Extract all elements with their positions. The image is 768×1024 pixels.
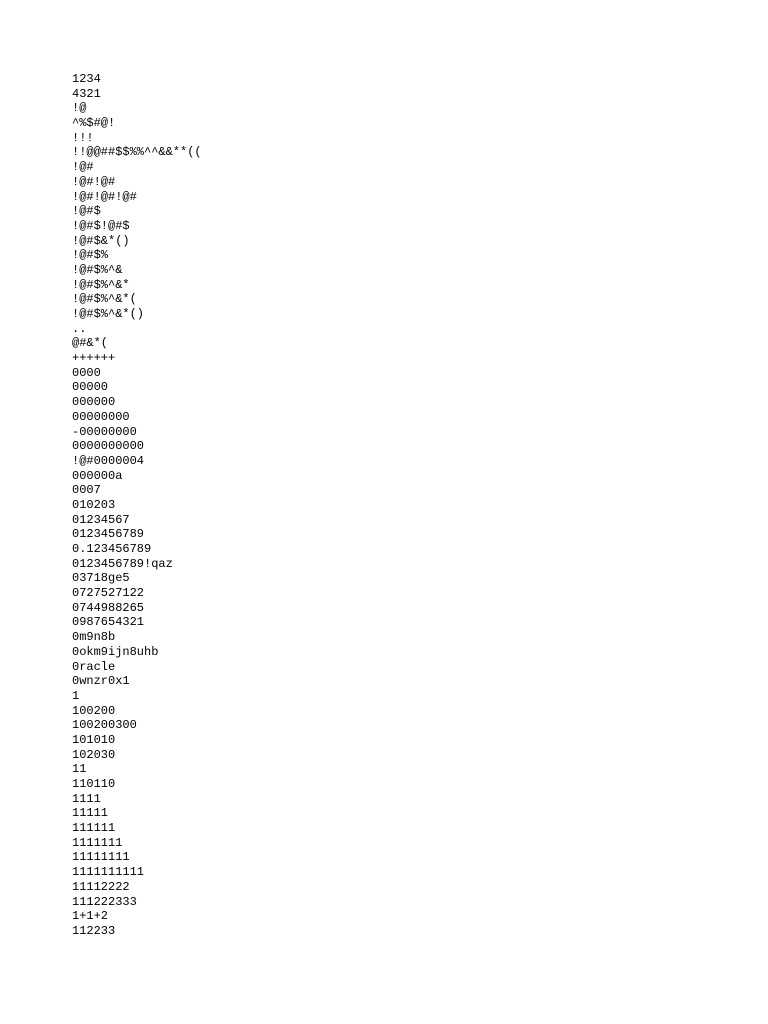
text-line: !@#!@# [72, 174, 116, 189]
text-line: 0racle [72, 659, 116, 674]
text-line: -00000000 [72, 424, 137, 439]
text-line: !@#$%^& [72, 262, 123, 277]
text-line: 000000 [72, 395, 116, 410]
text-line: 11112222 [72, 879, 130, 894]
text-line: 111111 [72, 821, 116, 836]
text-line: 01234567 [72, 512, 130, 527]
text-line: 1111111 [72, 835, 123, 850]
text-line: !@#0000004 [72, 453, 145, 468]
text-line: 0987654321 [72, 615, 145, 630]
text-line: !!! [72, 130, 94, 145]
text-line: 11 [72, 762, 87, 777]
text-line: 0727527122 [72, 586, 145, 601]
text-line: 00000000 [72, 409, 130, 424]
text-line: 102030 [72, 747, 116, 762]
text-line: !@#$%^&*( [72, 292, 137, 307]
text-line: 100200 [72, 703, 116, 718]
text-line: !@ [72, 101, 87, 116]
text-line: !@#$!@#$ [72, 218, 130, 233]
text-line: 1234 [72, 72, 101, 86]
text-line: !@#$% [72, 248, 109, 263]
text-line: 1 [72, 688, 80, 703]
text-line: !@#$%^&* [72, 277, 130, 292]
text-line: 000000a [72, 468, 123, 483]
text-line: 111222333 [72, 894, 137, 909]
text-line: 0000000000 [72, 439, 145, 454]
text-line: 0000 [72, 365, 101, 380]
text-line: 0wnzr0x1 [72, 674, 130, 689]
text-line: 1111 [72, 791, 101, 806]
text-line: 100200300 [72, 718, 137, 733]
text-line: !!@@##$$%%^^&&**(( [72, 145, 202, 160]
text-line: 0123456789!qaz [72, 556, 173, 571]
text-line: 0m9n8b [72, 630, 116, 645]
text-line: 00000 [72, 380, 109, 395]
text-line: @#&*( [72, 336, 109, 351]
text-line: 0744988265 [72, 600, 145, 615]
text-line: 1111111111 [72, 865, 145, 880]
document-page [72, 72, 672, 939]
text-line: 11111 [72, 806, 109, 821]
text-line: 110110 [72, 777, 116, 791]
text-line: 0.123456789 [72, 542, 152, 556]
text-line: 11111111 [72, 850, 130, 865]
text-line: !@#$ [72, 204, 101, 219]
text-line: 112233 [72, 923, 116, 938]
text-line: 010203 [72, 497, 116, 512]
text-line: 4321 [72, 86, 101, 101]
text-line: ^%$#@! [72, 116, 116, 131]
text-line: !@#$%^&*() [72, 307, 145, 321]
text-line: ++++++ [72, 351, 116, 366]
text-line: !@#$&*() [72, 233, 130, 248]
text-line: 0123456789 [72, 527, 145, 542]
text-line: 03718ge5 [72, 571, 130, 586]
text-line: 0okm9ijn8uhb [72, 644, 159, 659]
text-line: 101010 [72, 732, 116, 747]
text-line: 1+1+2 [72, 909, 109, 924]
text-line: !@# [72, 160, 94, 175]
text-line: 0007 [72, 483, 101, 498]
text-line: .. [72, 321, 87, 336]
text-line: !@#!@#!@# [72, 189, 137, 204]
